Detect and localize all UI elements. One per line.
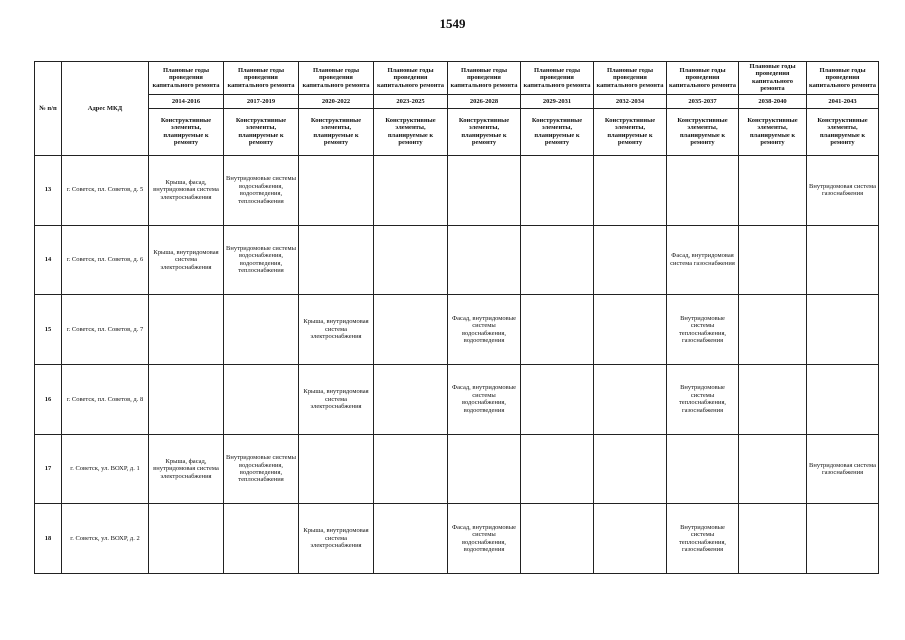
header-row-title [35, 62, 879, 95]
row-number: 16 [35, 364, 62, 434]
table-cell: Внутридомовые системы теплоснабжения, газоснабжения [667, 364, 739, 434]
period-years: 2023-2025 [374, 94, 448, 108]
table-cell [594, 364, 667, 434]
period-elements-label: Конструктивные элементы, планируемые к ремонту [521, 108, 594, 155]
address-column-header: Адрес МКД [62, 62, 149, 156]
period-years: 2014-2016 [149, 94, 224, 108]
table-cell [739, 225, 807, 295]
row-address: г. Советск, пл. Советов, д. 5 [62, 155, 149, 225]
period-elements-label: Конструктивные элементы, планируемые к ремонту [807, 108, 879, 155]
period-years: 2038-2040 [739, 94, 807, 108]
period-title: Плановые годы проведения капитального ремонта [149, 62, 224, 95]
table-cell: Внутридомовая система газоснабжения [807, 434, 879, 504]
table-row [35, 295, 879, 365]
period-years: 2032-2034 [594, 94, 667, 108]
table-cell: Фасад, внутридомовые системы водоснабжения, водоотведения [448, 295, 521, 365]
period-elements-label: Конструктивные элементы, планируемые к ремонту [374, 108, 448, 155]
table-cell [224, 364, 299, 434]
table-cell: Фасад, внутридомовая система газоснабжения [667, 225, 739, 295]
period-title: Плановые годы проведения капитального ремонта [807, 62, 879, 95]
period-elements-label: Конструктивные элементы, планируемые к ремонту [448, 108, 521, 155]
period-years: 2041-2043 [807, 94, 879, 108]
table-cell [594, 155, 667, 225]
period-elements-label: Конструктивные элементы, планируемые к ремонту [667, 108, 739, 155]
period-years: 2020-2022 [299, 94, 374, 108]
table-cell [374, 295, 448, 365]
row-number: 13 [35, 155, 62, 225]
table-cell [224, 504, 299, 574]
table-cell [521, 434, 594, 504]
table-cell [667, 434, 739, 504]
row-address: г. Советск, пл. Советов, д. 7 [62, 295, 149, 365]
table-cell: Крыша, внутридомовая система электроснабжения [149, 225, 224, 295]
table-cell [521, 155, 594, 225]
table-cell [521, 364, 594, 434]
table-cell [594, 225, 667, 295]
table-cell [667, 155, 739, 225]
table-cell [521, 295, 594, 365]
table-cell [149, 504, 224, 574]
table-row [35, 364, 879, 434]
table-cell [374, 225, 448, 295]
table-cell [374, 364, 448, 434]
period-elements-label: Конструктивные элементы, планируемые к ремонту [739, 108, 807, 155]
period-title: Плановые годы проведения капитального ремонта [521, 62, 594, 95]
table-cell [739, 434, 807, 504]
table-cell: Крыша, внутридомовая система электроснабжения [299, 364, 374, 434]
table-cell [521, 504, 594, 574]
period-elements-label: Конструктивные элементы, планируемые к ремонту [224, 108, 299, 155]
period-title: Плановые годы проведения капитального ремонта [299, 62, 374, 95]
table-cell [374, 155, 448, 225]
table-cell: Внутридомовые системы теплоснабжения, газоснабжения [667, 295, 739, 365]
table-row [35, 155, 879, 225]
table-row [35, 504, 879, 574]
table-cell: Внутридомовые системы водоснабжения, водоотведения, теплоснабжения [224, 155, 299, 225]
table-cell [448, 434, 521, 504]
header-row-years [35, 94, 879, 108]
row-number: 18 [35, 504, 62, 574]
num-column-header: № п/п [35, 62, 62, 156]
period-elements-label: Конструктивные элементы, планируемые к ремонту [299, 108, 374, 155]
table-cell: Фасад, внутридомовые системы водоснабжения, водоотведения [448, 364, 521, 434]
table-cell [807, 295, 879, 365]
period-title: Плановые годы проведения капитального ремонта [374, 62, 448, 95]
period-years: 2017-2019 [224, 94, 299, 108]
header-row-elements [35, 108, 879, 155]
table-cell [448, 155, 521, 225]
table-cell [807, 504, 879, 574]
table-cell [374, 504, 448, 574]
row-number: 14 [35, 225, 62, 295]
period-elements-label: Конструктивные элементы, планируемые к ремонту [594, 108, 667, 155]
table-cell [739, 155, 807, 225]
table-cell [594, 504, 667, 574]
row-address: г. Советск, пл. Советов, д. 8 [62, 364, 149, 434]
table-cell [374, 434, 448, 504]
row-address: г. Советск, ул. ВОХР, д. 2 [62, 504, 149, 574]
table-cell [521, 225, 594, 295]
period-title: Плановые годы проведения капитального ремонта [448, 62, 521, 95]
table-cell [224, 295, 299, 365]
table-cell [739, 364, 807, 434]
table-cell: Крыша, фасад, внутридомовая система электроснабжения [149, 155, 224, 225]
table-cell: Крыша, внутридомовая система электроснабжения [299, 295, 374, 365]
period-years: 2035-2037 [667, 94, 739, 108]
table-cell: Фасад, внутридомовые системы водоснабжения, водоотведения [448, 504, 521, 574]
table-cell [594, 434, 667, 504]
table-cell [149, 364, 224, 434]
row-number: 15 [35, 295, 62, 365]
row-number: 17 [35, 434, 62, 504]
table-cell [594, 295, 667, 365]
period-years: 2029-2031 [521, 94, 594, 108]
table-cell [299, 225, 374, 295]
period-title: Плановые годы проведения капитального ремонта [594, 62, 667, 95]
table-cell [807, 225, 879, 295]
table-cell [807, 364, 879, 434]
table-cell [448, 225, 521, 295]
table-cell: Крыша, внутридомовая система электроснабжения [299, 504, 374, 574]
table-cell [149, 295, 224, 365]
table-cell: Крыша, фасад, внутридомовая система электроснабжения [149, 434, 224, 504]
table-cell: Внутридомовые системы теплоснабжения, газоснабжения [667, 504, 739, 574]
period-years: 2026-2028 [448, 94, 521, 108]
period-title: Плановые годы проведения капитального ремонта [224, 62, 299, 95]
period-elements-label: Конструктивные элементы, планируемые к ремонту [149, 108, 224, 155]
row-address: г. Советск, пл. Советов, д. 6 [62, 225, 149, 295]
table-cell [739, 504, 807, 574]
table-cell: Внутридомовые системы водоснабжения, водоотведения, теплоснабжения [224, 434, 299, 504]
period-title: Плановые годы проведения капитального ремонта [667, 62, 739, 95]
table-cell [299, 155, 374, 225]
capital-repair-plan-table [34, 61, 879, 574]
table-cell [739, 295, 807, 365]
row-address: г. Советск, ул. ВОХР, д. 1 [62, 434, 149, 504]
page-number: 1549 [439, 16, 466, 31]
table-row [35, 225, 879, 295]
table-row [35, 434, 879, 504]
table-cell: Внутридомовая система газоснабжения [807, 155, 879, 225]
table-cell [299, 434, 374, 504]
period-title: Плановые годы проведения капитального ремонта [739, 62, 807, 95]
table-cell: Внутридомовые системы водоснабжения, водоотведения, теплоснабжения [224, 225, 299, 295]
